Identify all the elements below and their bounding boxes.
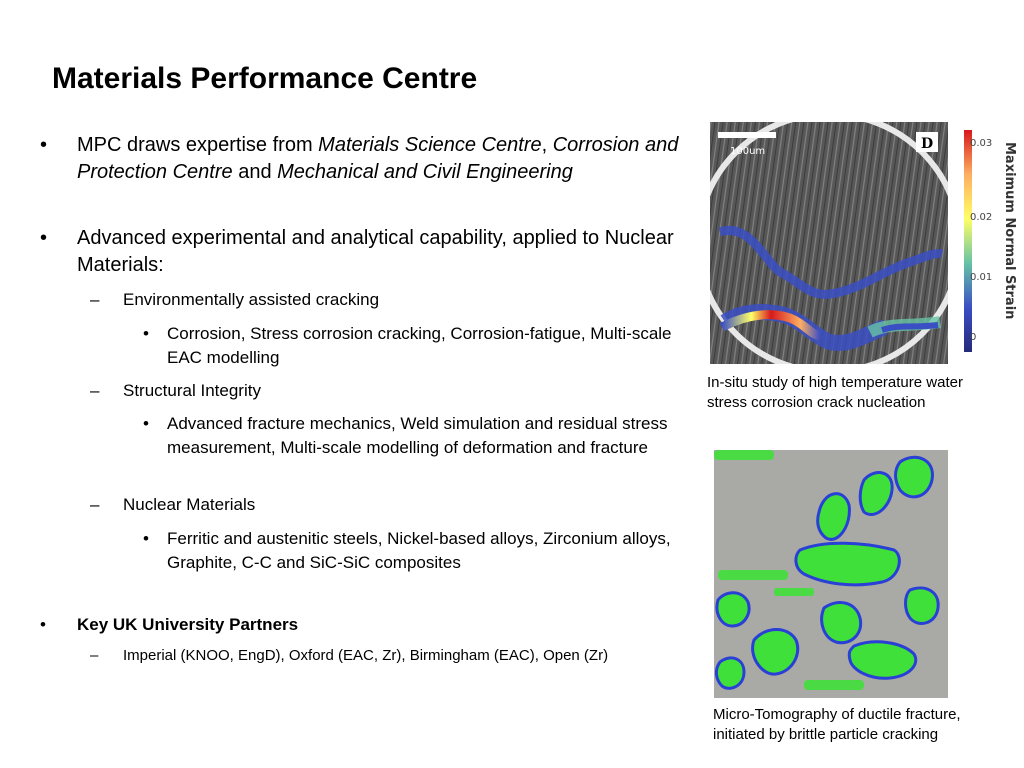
scale-bar (718, 132, 776, 138)
centre-name: Corrosion and Protection Centre (77, 134, 679, 183)
text-span: , (541, 134, 553, 156)
bullet-marker: • (40, 134, 48, 156)
bullet-uk-partners (40, 613, 690, 637)
colorbar-tick: 0.02 (970, 212, 993, 223)
sub-sub-bullet-text: Corrosion, Stress corrosion cracking, Corrosion-fatigue, Multi-scale EAC modelling (167, 324, 672, 367)
bullet-text: Advanced experimental and analytical capability, applied to Nuclear Materials: (77, 227, 674, 276)
figure1-caption: In-situ study of high temperature water stress corrosion crack nucleation (707, 374, 963, 411)
colorbar-tick: 0.01 (970, 272, 993, 283)
sub-bullet-structural-integrity (90, 379, 690, 402)
sub-bullet-text: Environmentally assisted cracking (123, 290, 380, 309)
slide-title: Materials Performance Centre (52, 62, 478, 95)
text-span: and (232, 161, 278, 183)
sub-sub-bullet-fracture (143, 412, 683, 460)
colorbar-tick: 0 (970, 332, 977, 343)
micro-tomography-image (714, 450, 948, 698)
text-span: MPC draws expertise from (77, 134, 319, 156)
sub-bullet-nuclear-materials (90, 493, 690, 516)
bullet-marker: • (143, 529, 149, 548)
bullet-marker: • (40, 227, 48, 249)
sub-sub-bullet-alloys (143, 527, 683, 575)
centre-name: Materials Science Centre (318, 134, 542, 156)
colorbar-tick: 0.03 (970, 138, 993, 149)
sub-sub-bullet-text: Advanced fracture mechanics, Weld simulation and residual stress measurement, Multi-scale modelling of deformation and fracture (167, 414, 668, 457)
strain-colorbar (950, 124, 1020, 356)
bullet-text: Key UK University Partners (77, 615, 299, 634)
strain-map-image (710, 122, 948, 364)
dash-marker: – (90, 381, 100, 400)
sub-bullet-text: Nuclear Materials (123, 495, 256, 514)
bullet-marker: • (143, 324, 149, 343)
sub-bullet-eac (90, 288, 690, 311)
sub-bullet-text: Imperial (KNOO, EngD), Oxford (EAC, Zr), Birmingham (EAC), Open (Zr) (123, 647, 609, 664)
panel-label: D (921, 136, 934, 152)
dash-marker: – (90, 647, 99, 664)
dash-marker: – (90, 290, 100, 309)
centre-name: Mechanical and Civil Engineering (277, 161, 573, 183)
bullet-marker: • (40, 615, 46, 634)
bullet-capability (40, 225, 690, 279)
bullet-text (77, 132, 690, 186)
sub-bullet-text: Structural Integrity (123, 381, 261, 400)
colorbar-title: Maximum Normal Strain (1002, 142, 1017, 320)
scale-label: 100um (730, 146, 766, 157)
dash-marker: – (90, 495, 100, 514)
sub-sub-bullet-corrosion (143, 322, 683, 370)
sub-sub-bullet-text: Ferritic and austenitic steels, Nickel-based alloys, Zirconium alloys, Graphite, C-C and SiC-SiC composites (167, 529, 671, 572)
bullet-mpc-expertise (40, 132, 690, 186)
bullet-marker: • (143, 414, 149, 433)
sub-bullet-partners-list (90, 645, 690, 667)
figure2-caption: Micro-Tomography of ductile fracture, initiated by brittle particle cracking (713, 706, 961, 743)
